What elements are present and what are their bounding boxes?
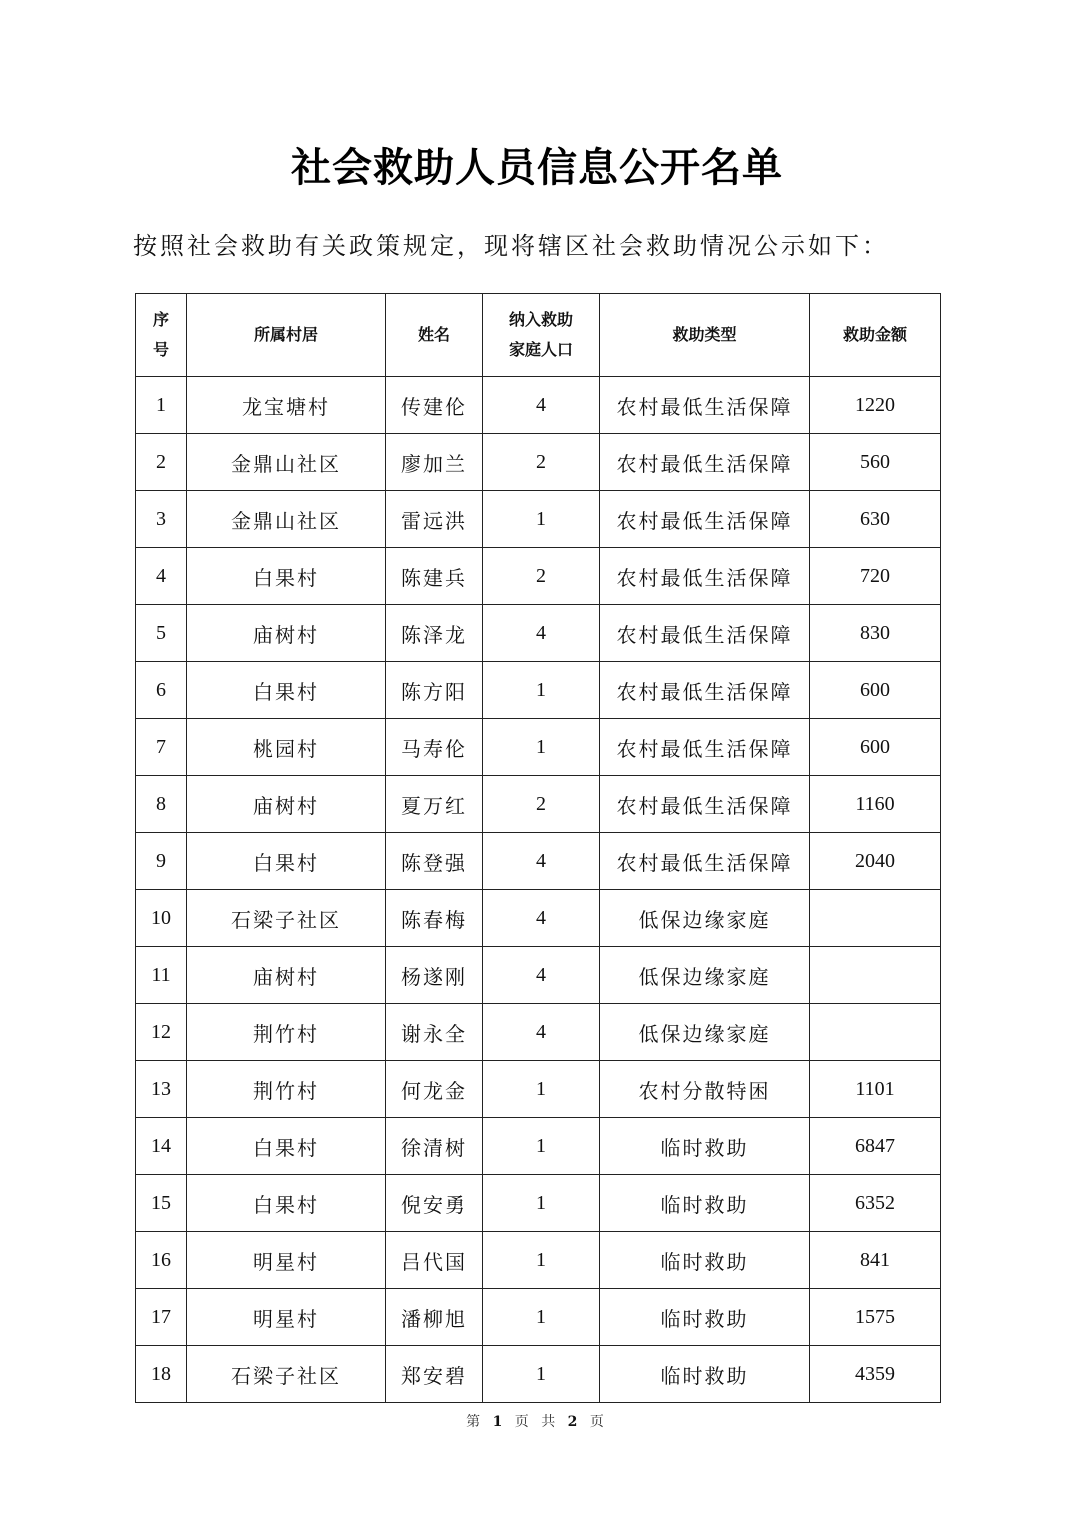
- cell-village: 白果村: [187, 833, 386, 890]
- cell-household: 1: [483, 1061, 600, 1118]
- header-household-line1: 纳入救助: [508, 310, 573, 329]
- table-row: [136, 377, 941, 434]
- cell-name: 陈建兵: [386, 548, 483, 605]
- cell-seq: 2: [136, 434, 187, 491]
- table-row: [136, 776, 941, 833]
- table-row: [136, 1175, 941, 1232]
- cell-amount: 841: [810, 1232, 941, 1289]
- cell-village: 石梁子社区: [187, 1346, 386, 1403]
- cell-type: 临时救助: [600, 1289, 810, 1346]
- cell-household: 4: [483, 1004, 600, 1061]
- cell-amount: 830: [810, 605, 941, 662]
- cell-amount: 1575: [810, 1289, 941, 1346]
- cell-household: 1: [483, 1175, 600, 1232]
- intro-paragraph: 按照社会救助有关政策规定，现将辖区社会救助情况公示如下：: [133, 232, 889, 260]
- cell-household: 1: [483, 662, 600, 719]
- cell-household: 4: [483, 833, 600, 890]
- cell-type: 临时救助: [600, 1118, 810, 1175]
- cell-amount: 600: [810, 662, 941, 719]
- cell-village: 白果村: [187, 548, 386, 605]
- cell-type: 农村分散特困: [600, 1061, 810, 1118]
- cell-amount: 720: [810, 548, 941, 605]
- cell-type: 农村最低生活保障: [600, 662, 810, 719]
- cell-household: 4: [483, 377, 600, 434]
- footer-prefix: 第: [466, 1414, 485, 1430]
- cell-name: 杨遂刚: [386, 947, 483, 1004]
- cell-amount: 1101: [810, 1061, 941, 1118]
- cell-name: 何龙金: [386, 1061, 483, 1118]
- cell-village: 桃园村: [187, 719, 386, 776]
- cell-type: 农村最低生活保障: [600, 434, 810, 491]
- cell-seq: 9: [136, 833, 187, 890]
- cell-type: 农村最低生活保障: [600, 833, 810, 890]
- cell-village: 白果村: [187, 1175, 386, 1232]
- cell-name: 谢永全: [386, 1004, 483, 1061]
- cell-seq: 8: [136, 776, 187, 833]
- cell-type: 农村最低生活保障: [600, 491, 810, 548]
- cell-amount: 560: [810, 434, 941, 491]
- table-row: [136, 605, 941, 662]
- cell-amount: 6352: [810, 1175, 941, 1232]
- cell-type: 低保边缘家庭: [600, 890, 810, 947]
- cell-name: 廖加兰: [386, 434, 483, 491]
- header-household-line2: 家庭人口: [508, 340, 573, 359]
- cell-village: 庙树村: [187, 947, 386, 1004]
- cell-amount: [810, 1004, 941, 1061]
- cell-household: 4: [483, 605, 600, 662]
- cell-amount: 1160: [810, 776, 941, 833]
- cell-name: 陈春梅: [386, 890, 483, 947]
- cell-type: 低保边缘家庭: [600, 1004, 810, 1061]
- cell-household: 2: [483, 434, 600, 491]
- footer-suffix: 页: [589, 1414, 608, 1430]
- cell-village: 白果村: [187, 1118, 386, 1175]
- table-row: [136, 491, 941, 548]
- table-row: [136, 1061, 941, 1118]
- cell-name: 倪安勇: [386, 1175, 483, 1232]
- cell-seq: 13: [136, 1061, 187, 1118]
- cell-type: 临时救助: [600, 1232, 810, 1289]
- cell-name: 徐清树: [386, 1118, 483, 1175]
- cell-seq: 5: [136, 605, 187, 662]
- cell-type: 农村最低生活保障: [600, 377, 810, 434]
- header-seq-line2: 号: [152, 340, 169, 359]
- cell-seq: 6: [136, 662, 187, 719]
- table-row: [136, 833, 941, 890]
- cell-village: 明星村: [187, 1289, 386, 1346]
- cell-village: 金鼎山社区: [187, 434, 386, 491]
- header-seq-line1: 序: [152, 310, 169, 329]
- cell-household: 1: [483, 1289, 600, 1346]
- cell-household: 1: [483, 1118, 600, 1175]
- cell-village: 庙树村: [187, 605, 386, 662]
- cell-name: 潘柳旭: [386, 1289, 483, 1346]
- cell-name: 传建伦: [386, 377, 483, 434]
- cell-village: 白果村: [187, 662, 386, 719]
- cell-name: 陈泽龙: [386, 605, 483, 662]
- cell-amount: 6847: [810, 1118, 941, 1175]
- cell-amount: 630: [810, 491, 941, 548]
- cell-name: 夏万红: [386, 776, 483, 833]
- cell-type: 农村最低生活保障: [600, 548, 810, 605]
- cell-type: 临时救助: [600, 1175, 810, 1232]
- cell-amount: [810, 947, 941, 1004]
- cell-household: 4: [483, 947, 600, 1004]
- cell-village: 荆竹村: [187, 1004, 386, 1061]
- cell-amount: [810, 890, 941, 947]
- table-row: [136, 662, 941, 719]
- cell-amount: 600: [810, 719, 941, 776]
- cell-type: 农村最低生活保障: [600, 605, 810, 662]
- table-row: [136, 1232, 941, 1289]
- cell-seq: 18: [136, 1346, 187, 1403]
- table-row: [136, 890, 941, 947]
- cell-name: 陈登强: [386, 833, 483, 890]
- cell-type: 农村最低生活保障: [600, 719, 810, 776]
- footer-total-pages: 2: [567, 1414, 582, 1430]
- cell-village: 明星村: [187, 1232, 386, 1289]
- table-row: [136, 1004, 941, 1061]
- table-row: [136, 434, 941, 491]
- cell-amount: 2040: [810, 833, 941, 890]
- cell-household: 2: [483, 776, 600, 833]
- table-body: [136, 377, 941, 1403]
- cell-village: 龙宝塘村: [187, 377, 386, 434]
- cell-type: 临时救助: [600, 1346, 810, 1403]
- cell-household: 1: [483, 1232, 600, 1289]
- cell-village: 庙树村: [187, 776, 386, 833]
- cell-seq: 1: [136, 377, 187, 434]
- cell-name: 吕代国: [386, 1232, 483, 1289]
- cell-village: 石梁子社区: [187, 890, 386, 947]
- cell-seq: 10: [136, 890, 187, 947]
- header-village: 所属村居: [187, 294, 386, 377]
- cell-seq: 7: [136, 719, 187, 776]
- cell-village: 金鼎山社区: [187, 491, 386, 548]
- header-name: 姓名: [386, 294, 483, 377]
- cell-amount: 1220: [810, 377, 941, 434]
- table-row: [136, 1346, 941, 1403]
- cell-seq: 17: [136, 1289, 187, 1346]
- cell-amount: 4359: [810, 1346, 941, 1403]
- page-footer: [0, 1411, 1074, 1431]
- cell-household: 1: [483, 719, 600, 776]
- table-header-row: [136, 294, 941, 377]
- header-household: [483, 294, 600, 377]
- cell-household: 1: [483, 1346, 600, 1403]
- cell-household: 2: [483, 548, 600, 605]
- cell-village: 荆竹村: [187, 1061, 386, 1118]
- cell-name: 雷远洪: [386, 491, 483, 548]
- cell-household: 1: [483, 491, 600, 548]
- cell-seq: 4: [136, 548, 187, 605]
- header-type: 救助类型: [600, 294, 810, 377]
- cell-name: 马寿伦: [386, 719, 483, 776]
- cell-seq: 14: [136, 1118, 187, 1175]
- page-title: 社会救助人员信息公开名单: [291, 145, 783, 191]
- table-row: [136, 947, 941, 1004]
- cell-household: 4: [483, 890, 600, 947]
- header-seq: [136, 294, 187, 377]
- table-row: [136, 548, 941, 605]
- cell-type: 低保边缘家庭: [600, 947, 810, 1004]
- cell-name: 郑安碧: [386, 1346, 483, 1403]
- cell-type: 农村最低生活保障: [600, 776, 810, 833]
- table-row: [136, 719, 941, 776]
- cell-seq: 12: [136, 1004, 187, 1061]
- footer-current-page: 1: [492, 1414, 507, 1430]
- table-row: [136, 1118, 941, 1175]
- table-row: [136, 1289, 941, 1346]
- footer-middle: 页 共: [514, 1414, 560, 1430]
- cell-seq: 16: [136, 1232, 187, 1289]
- cell-seq: 11: [136, 947, 187, 1004]
- cell-seq: 15: [136, 1175, 187, 1232]
- cell-seq: 3: [136, 491, 187, 548]
- header-amount: 救助金额: [810, 294, 941, 377]
- cell-name: 陈方阳: [386, 662, 483, 719]
- assistance-table: [135, 293, 941, 1403]
